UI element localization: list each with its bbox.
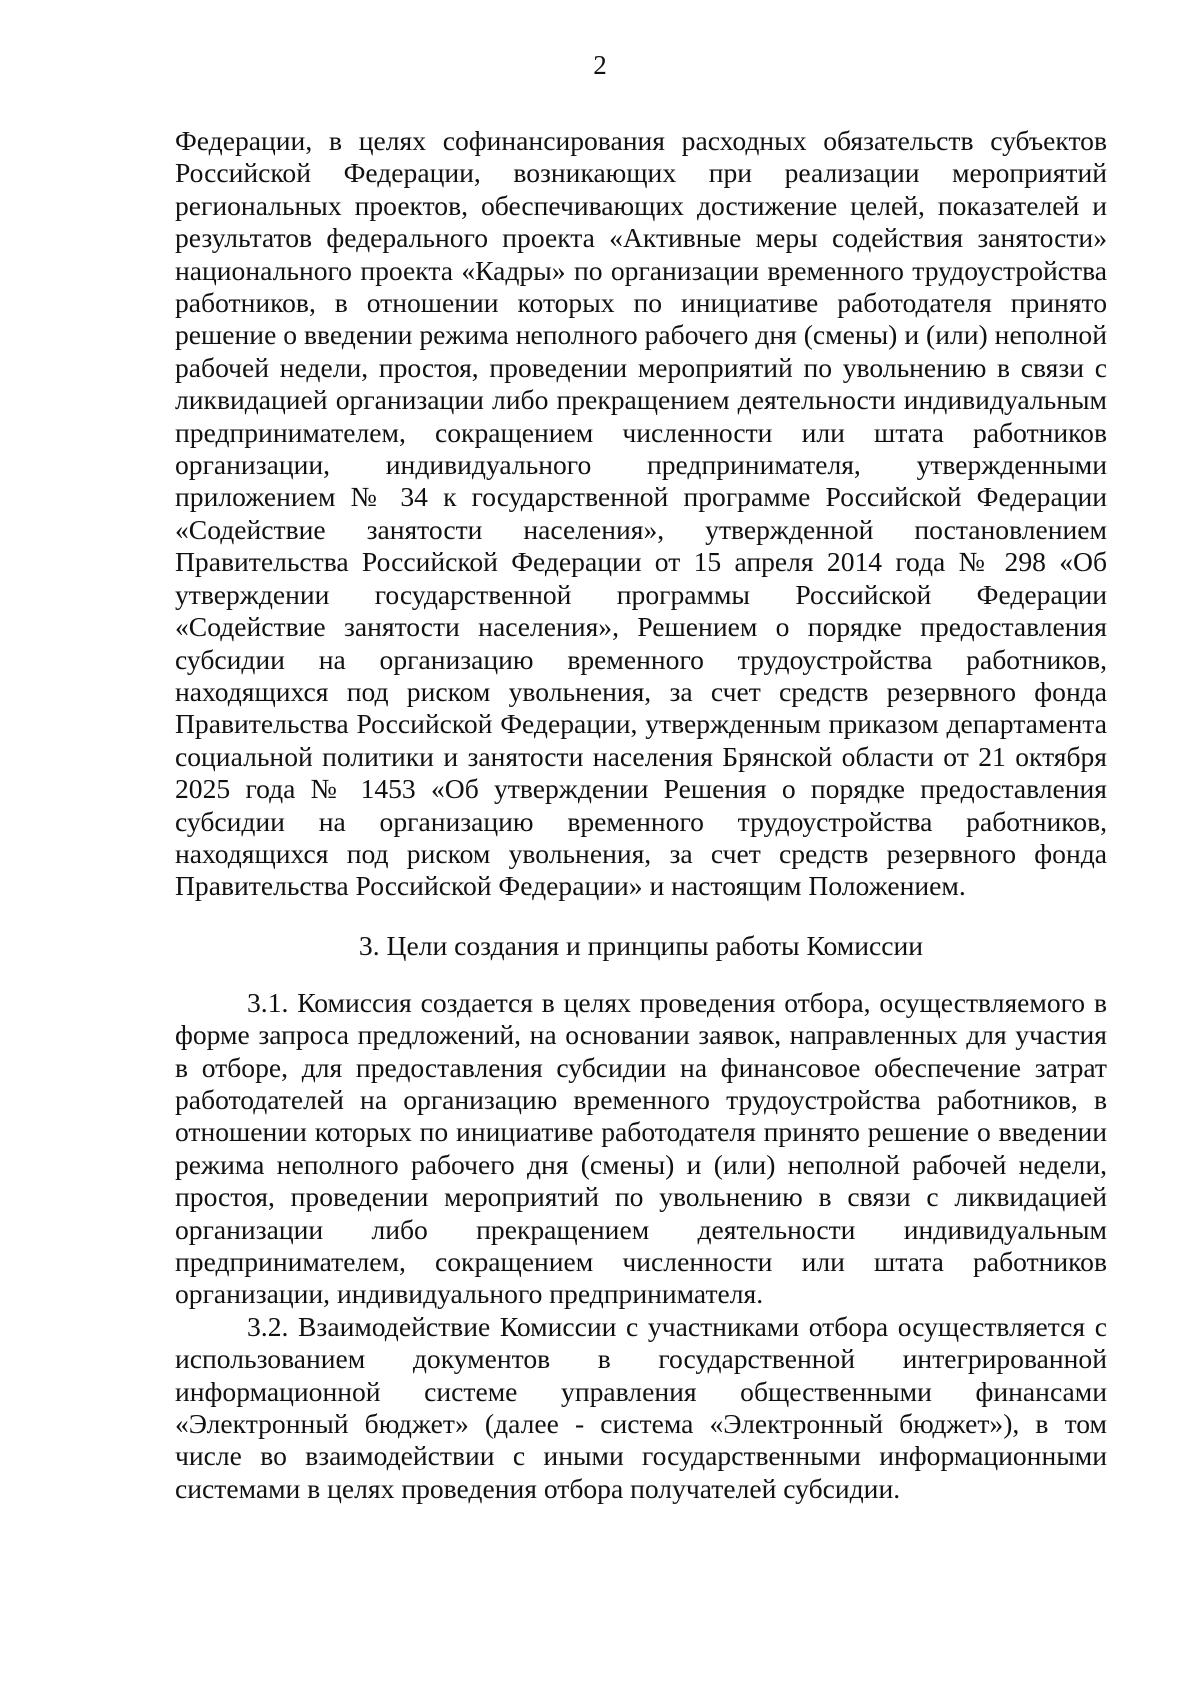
page-number: 2 bbox=[593, 50, 607, 80]
section-heading: 3. Цели создания и принципы работы Комиссии bbox=[358, 929, 924, 961]
paragraph-continuation: Федерации, в целях софинансирования расходных обязательств субъектов Российской Федерации, возникающих при реализации мероприятий региональных проектов, обеспечивающих достижение целей, показателей и результатов федерального проекта «Активные меры содействия занятости» национального проекта «Кадры» по организации временного трудоустройства работников, в отношении которых по инициативе работодателя принято решение о введении режима неполного рабочего дня (смены) и (или) неполной рабочей недели, простоя, проведении мероприятий по увольнению в связи с ликвидацией организации либо прекращением деятельности индивидуальным предпринимателем, сокращением численности или штата работников организации, индивидуального предпринимателя, утвержденными приложением № 34 к государственной программе Российской Федерации «Содействие занятости населения», утвержденной постановлением Правительства Российской Федерации от 15 апреля 2014 года № 298 «Об утверждении государственной программы Российской Федерации «Содействие занятости населения», Решением о порядке предоставления субсидии на организацию временного трудоустройства работников, находящихся под риском увольнения, за счет средств резервного фонда Правительства Российской Федерации, утвержденным приказом департамента социальной политики и занятости населения Брянской области от 21 октября 2025 года № 1453 «Об утверждении Решения о порядке предоставления субсидии на организацию временного трудоустройства работников, находящихся под риском увольнения, за счет средств резервного фонда Правительства Российской Федерации» и настоящим Положением. bbox=[175, 125, 1107, 902]
paragraph-3-1: 3.1. Комиссия создается в целях проведения отбора, осуществляемого в форме запроса предложений, на основании заявок, направленных для участия в отборе, для предоставления субсидии на финансовое обеспечение затрат работодателей на организацию временного трудоустройства работников, в отношении которых по инициативе работодателя принято решение о введении режима неполного рабочего дня (смены) и (или) неполной рабочей недели, простоя, проведении мероприятий по увольнению в связи с ликвидацией организации либо прекращением деятельности индивидуальным предпринимателем, сокращением численности или штата работников организации, индивидуального предпринимателя. bbox=[175, 986, 1107, 1310]
document-body bbox=[175, 125, 1107, 1505]
paragraph-3-2: 3.2. Взаимодействие Комиссии с участниками отбора осуществляется с использованием документов в государственной интегрированной информационной системе управления общественными финансами «Электронный бюджет» (далее - система «Электронный бюджет»), в том числе во взаимодействии с иными государственными информационными системами в целях проведения отбора получателей субсидии. bbox=[175, 1310, 1107, 1504]
